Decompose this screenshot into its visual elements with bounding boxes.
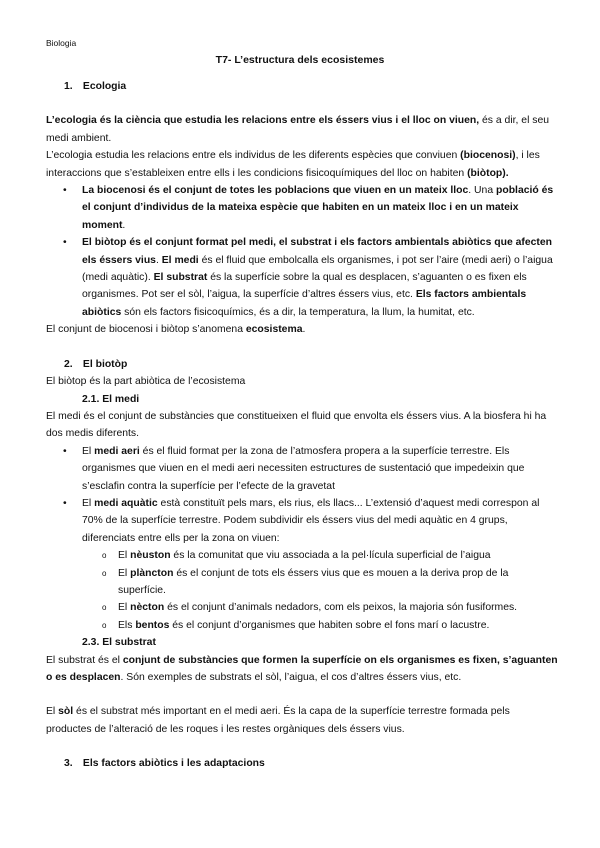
paragraph: L’ecologia és la ciència que estudia les relacions entre els éssers vius i el lloc on viuen, és a dir, el seu medi ambient. bbox=[46, 115, 550, 144]
list-item: • El biòtop és el conjunt format pel medi, el substrat i els factors ambientals abiòtics que afecten els éssers vius. El medi és el fluid que embolcalla els organismes, i pot ser l’aire (medi aeri) o l’aigua (medi aquàtic). El substrat és la superfície sobre la qual es desplacen, s’aguanten o es fixen els organismes. Pot ser el sòl, l’aigua, la superfície d’altres éssers vius, etc. Els factors ambientals abiòtics són els factors fisicoquímics, és a dir, la temperatura, la llum, la humitat, etc. bbox=[46, 234, 558, 321]
section-heading-3: 3. Els factors abiòtics i les adaptacions bbox=[64, 758, 265, 770]
sub-list bbox=[46, 547, 558, 634]
list-item: o El nècton és el conjunt d’animals nedadors, com els peixos, la majoria són fusiformes. bbox=[46, 599, 558, 616]
page-title: T7- L’estructura dels ecosistemes bbox=[215, 54, 385, 66]
section-heading-1: 1. Ecologia bbox=[64, 81, 127, 92]
document-body bbox=[46, 78, 558, 773]
paragraph: El sòl és el substrat més important en el medi aeri. És la capa de la superfície terrestre formada pels productes de l’alteració de les roques i les restes orgàniques dels éssers vius. bbox=[46, 706, 510, 735]
subsection-heading: 2.3. El substrat bbox=[82, 637, 156, 649]
paragraph: El biòtop és la part abiòtica de l’ecosistema bbox=[46, 376, 246, 388]
paragraph: L’ecologia estudia les relacions entre els individus de les diferents espècies que conviuen (biocenosi), i les interaccions que s’estableixen entre ells i les condicions fisicoquímiques del lloc on habiten (biòtop). bbox=[46, 150, 540, 179]
paragraph: El conjunt de biocenosi i biòtop s’anomena ecosistema. bbox=[46, 324, 306, 336]
section-heading-2: 2. El biotòp bbox=[64, 358, 128, 370]
bullet-list bbox=[46, 182, 558, 321]
paragraph: El medi és el conjunt de substàncies que constitueixen el fluid que envolta els éssers vius. A la biosfera hi ha dos medis diferents. bbox=[46, 410, 547, 440]
page-header: Biologia bbox=[46, 38, 77, 48]
bullet-list bbox=[46, 443, 558, 634]
list-item: • La biocenosi és el conjunt de totes les poblacions que viuen en un mateix lloc. Una població és el conjunt d’individus de la mateixa espècie que habiten en un mateix lloc i en un mateix moment. bbox=[46, 182, 558, 234]
paragraph: El substrat és el conjunt de substàncies que formen la superfície on els organismes es fixen, s’aguanten o es desplacen. Són exemples de substrats el sòl, l’aigua, el cos d’altres éssers vius, etc. bbox=[46, 654, 558, 683]
subsection-heading: 2.1. El medi bbox=[82, 393, 140, 405]
list-item: • El medi aeri és el fluid format per la zona de l’atmosfera propera a la superfície terrestre. Els organismes que viuen en el medi aeri necessiten estructures de sustentació que impedeixin que s’esclafin contra la superfície per l’efecte de la gravetat bbox=[46, 443, 558, 495]
list-item: • El medi aquàtic està constituït pels mars, els rius, els llacs... L’extensió d’aquest medi correspon al 70% de la superfície terrestre. Podem subdividir els éssers vius del medi aquàtic en 4 grups, diferenciats entre ells per la zona on viuen: o El nèuston és la comunitat que viu associada a la pel·lícula superficial de l’aigua o El plàncton és el conjunt de tots els éssers vius que es mouen a la deriva prop de la superfície. o El nècton és el conjunt d’animals nedadors, com els peixos, la majoria són fusiformes. o Els bentos és el conjunt d’organismes que habiten sobre el fons marí o lacustre. bbox=[46, 495, 558, 634]
list-item: o El plàncton és el conjunt de tots els éssers vius que es mouen a la deriva prop de la superfície. bbox=[46, 565, 558, 600]
list-item: o El nèuston és la comunitat que viu associada a la pel·lícula superficial de l’aigua bbox=[46, 547, 558, 564]
list-item: o Els bentos és el conjunt d’organismes que habiten sobre el fons marí o lacustre. bbox=[46, 617, 558, 634]
